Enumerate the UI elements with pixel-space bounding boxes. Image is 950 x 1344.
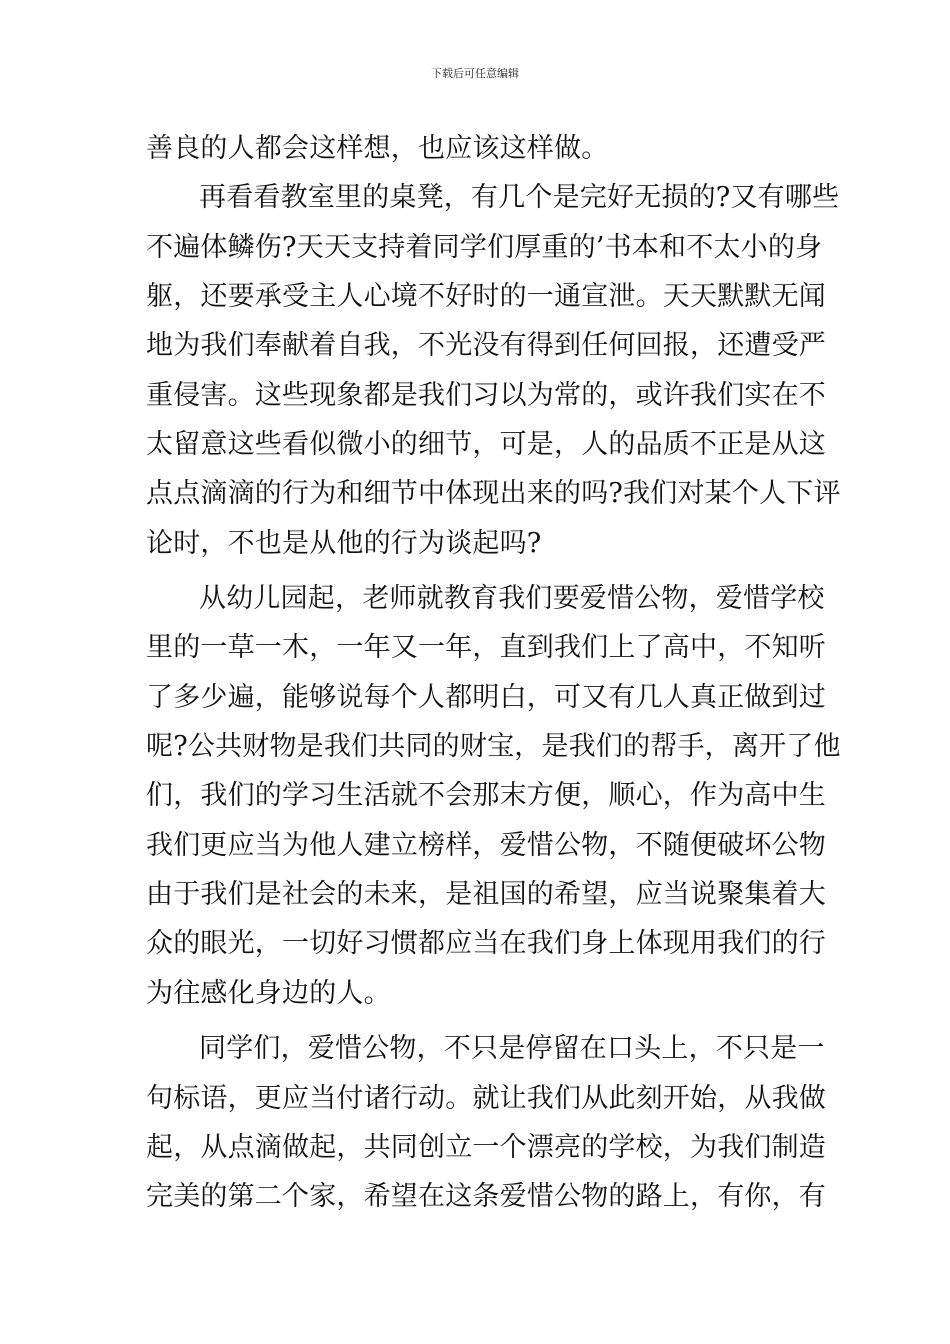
paragraph-line: 由于我们是社会的未来，是祖国的希望，应当说聚集着大 — [146, 879, 826, 910]
paragraph-line: 呢?公共财物是我们共同的财宝，是我们的帮手，离开了他 — [146, 731, 841, 762]
paragraph-line: 论时，不也是从他的行为谈起吗? — [146, 528, 542, 559]
paragraph-line: 里的一草一木，一年又一年，直到我们上了高中，不知听 — [146, 632, 826, 663]
paragraph-line: 为往感化身边的人。 — [146, 978, 391, 1009]
paragraph-line: 起，从点滴做起，共同创立一个漂亮的学校，为我们制造 — [146, 1132, 826, 1163]
paragraph-line: 众的眼光，一切好习惯都应当在我们身上体现用我们的行 — [146, 928, 826, 959]
paragraph-line: 们，我们的学习生活就不会那末方便，顺心，作为高中生 — [146, 780, 826, 811]
paragraph-line: 句标语，更应当付诸行动。就让我们从此刻开始，从我做 — [146, 1083, 826, 1114]
paragraph-line: 同学们，爱惜公物，不只是停留在口头上，不只是一 — [199, 1033, 825, 1064]
paragraph-line: 善良的人都会这样想，也应该这样做。 — [146, 133, 609, 164]
paragraph-line: 了多少遍，能够说每个人都明白，可又有几人真正做到过 — [146, 682, 826, 713]
paragraph-line: 我们更应当为他人建立榜样，爱惜公物，不随便破坏公物 — [146, 830, 826, 861]
paragraph-line: 完美的第二个家，希望在这条爱惜公物的路上，有你，有 — [146, 1181, 826, 1212]
paragraph-line: 太留意这些看似微小的细节，可是，人的品质不正是从这 — [146, 429, 826, 460]
paragraph-line: 躯，还要承受主人心境不好时的一通宣泄。天天默默无闻 — [146, 281, 826, 312]
paragraph-line: 点点滴滴的行为和细节中体现出来的吗?我们对某个人下评 — [146, 478, 841, 509]
paragraph-line: 再看看教室里的桌凳，有几个是完好无损的?又有哪些 — [199, 182, 840, 213]
paragraph-line: 重侵害。这些现象都是我们习以为常的，或许我们实在不 — [146, 380, 826, 411]
paragraph-line: 从幼儿园起，老师就教育我们要爱惜公物，爱惜学校 — [199, 583, 825, 614]
paragraph-line: 不遍体鳞伤?天天支持着同学们厚重的’书本和不太小的身 — [146, 232, 823, 263]
page-header: 下载后可任意编辑 — [431, 67, 519, 80]
paragraph-line: 地为我们奉献着自我，不光没有得到任何回报，还遭受严 — [146, 330, 826, 361]
